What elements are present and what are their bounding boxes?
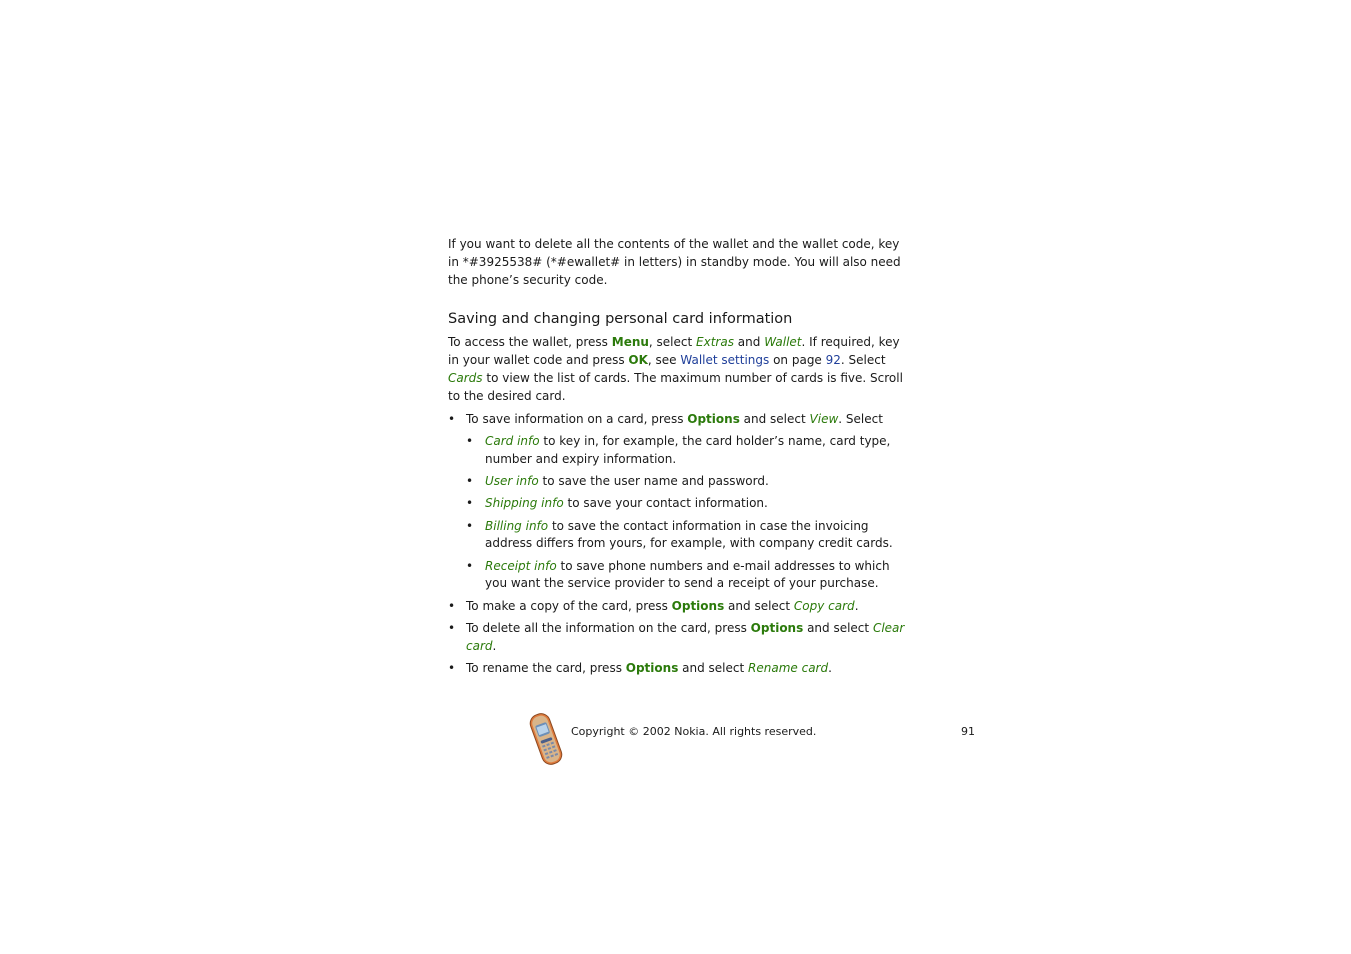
sub-item-user-info: • User info to save the user name and password. xyxy=(466,473,908,491)
page-number: 91 xyxy=(961,725,975,738)
list-item-save: • To save information on a card, press Options and select View. Select • Card info to key in, for example, the card holder’s name, card type, number and expiry information. • User info to save the user name and password. • Shipping info to save your contact information. • Billing info to save the contact information in case the invoicing address differs from yours, for example, with company credit cards. • Receipt info to save phone numbers and e-mail addresses to which you want the service provider to send a receipt of your purchase. xyxy=(448,411,908,594)
bullet-list xyxy=(448,411,908,678)
page-reference-link[interactable]: 92 xyxy=(825,353,841,368)
key-options: Options xyxy=(625,661,679,676)
section-heading: Saving and changing personal card information xyxy=(448,311,793,328)
sub-item-card-info: • Card info to key in, for example, the card holder’s name, card type, number and expiry information. xyxy=(466,433,908,469)
key-options: Options xyxy=(750,621,804,636)
item-extras: Extras xyxy=(696,335,734,350)
section-paragraph: To access the wallet, press Menu, select Extras and Wallet. If required, key in your wallet code and press OK, see Wallet settings on page 92. Select Cards to view the list of cards. The maximum number of cards is five. Scroll to the desired card. xyxy=(448,335,903,403)
nokia-phone-icon xyxy=(527,710,565,768)
sub-item-shipping-info: • Shipping info to save your contact information. xyxy=(466,495,908,513)
item-rename-card: Rename card xyxy=(748,661,829,676)
key-ok: OK xyxy=(628,353,648,368)
intro-paragraph: If you want to delete all the contents of the wallet and the wallet code, key in *#3925538# (*#ewallet# in letters) in standby mode. You will also need the phone’s security code. xyxy=(448,237,901,287)
sub-item-receipt-info: • Receipt info to save phone numbers and e-mail addresses to which you want the service provider to send a receipt of your purchase. xyxy=(466,558,908,594)
item-view: View xyxy=(809,411,839,426)
item-clear-card: Clear card xyxy=(466,621,905,653)
list-item-rename: • To rename the card, press Options and select Rename card. xyxy=(448,660,908,678)
list-item-clear: • To delete all the information on the card, press Options and select Clear card. xyxy=(448,620,908,656)
list-item-copy: • To make a copy of the card, press Options and select Copy card. xyxy=(448,598,908,616)
wallet-settings-link[interactable]: Wallet settings xyxy=(680,353,770,368)
key-options: Options xyxy=(671,598,725,613)
copyright-text: Copyright © 2002 Nokia. All rights reserved. xyxy=(571,725,817,738)
key-options: Options xyxy=(687,411,740,426)
item-cards: Cards xyxy=(448,370,483,385)
item-wallet: Wallet xyxy=(764,335,802,350)
sub-bullet-list xyxy=(466,433,908,593)
sub-item-billing-info: • Billing info to save the contact information in case the invoicing address differs from yours, for example, with company credit cards. xyxy=(466,518,908,554)
key-menu: Menu xyxy=(611,335,649,350)
page-content xyxy=(448,236,908,682)
item-copy-card: Copy card xyxy=(793,598,855,613)
